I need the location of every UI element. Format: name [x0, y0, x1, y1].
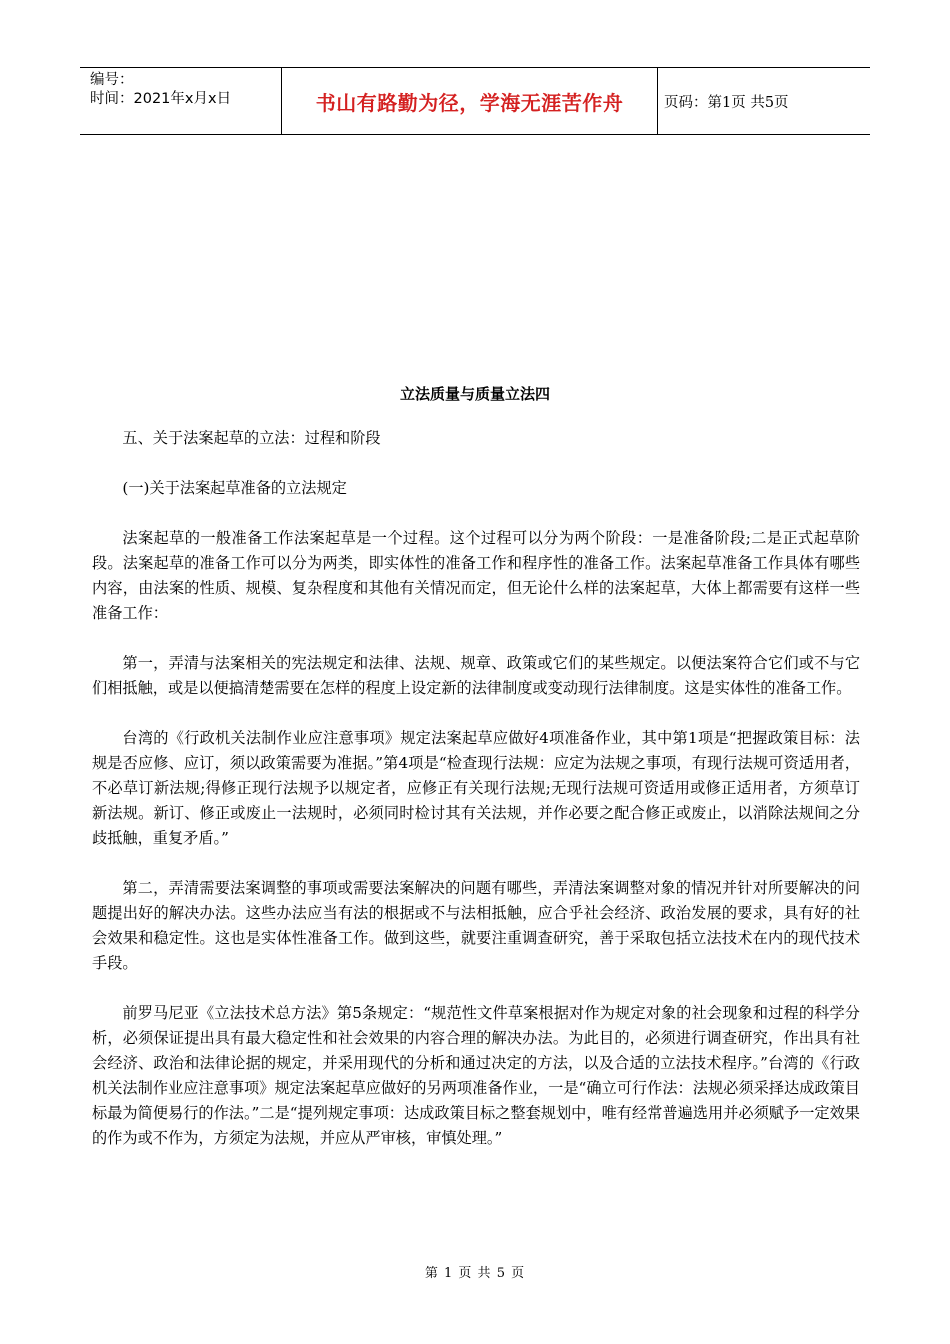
header-motto: 书山有路勤为径，学海无涯苦作舟: [315, 90, 624, 115]
body-paragraph: 第二，弄清需要法案调整的事项或需要法案解决的问题有哪些，弄清法案调整对象的情况并针对所要解决的问题提出好的解决办法。这些办法应当有法的根据或不与法相抵触，应合乎社会经济、政治发展的要求，具有好的社会效果和稳定性。这也是实体性准备工作。做到这些，就要注重调查研究，善于采取包括立法技术在内的现代技术手段。: [92, 879, 860, 972]
body-paragraph: 第一，弄清与法案相关的宪法规定和法律、法规、规章、政策或它们的某些规定。以便法案符合它们或不与它们相抵触，或是以便搞清楚需要在怎样的程度上设定新的法律制度或变动现行法律制度。这是实体性的准备工作。: [92, 654, 860, 697]
header-page-label: 页码：第1页 共5页: [664, 94, 789, 111]
header-motto-cell: [282, 68, 658, 134]
section-heading: 五、关于法案起草的立法：过程和阶段: [122, 429, 381, 447]
page-footer: 第 1 页 共 5 页: [424, 1266, 526, 1281]
body-paragraph: 前罗马尼亚《立法技术总方法》第5条规定：“规范性文件草案根据对作为规定对象的社会现象和过程的科学分析，必须保证提出具有最大稳定性和社会效果的内容合理的解决办法。为此目的，必须进行调查研究，作出具有社会经济、政治和法律论据的规定，并采用现代的分析和通过决定的方法，以及合适的立法技术程序。”台湾的《行政机关法制作业应注意事项》规定法案起草应做好的另两项准备作业，一是“确立可行作法：法规必须采择达成政策目标最为简便易行的作法。”二是“提列规定事项：达成政策目标之整套规划中，唯有经常普遍选用并必须赋予一定效果的作为或不作为，方须定为法规，并应从严审核，审慎处理。”: [92, 1004, 860, 1147]
body-paragraph: 法案起草的一般准备工作法案起草是一个过程。这个过程可以分为两个阶段：一是准备阶段;二是正式起草阶段。法案起草的准备工作可以分为两类，即实体性的准备工作和程序性的准备工作。法案起草准备工作具体有哪些内容，由法案的性质、规模、复杂程度和其他有关情况而定，但无论什么样的法案起草，大体上都需要有这样一些准备工作：: [92, 529, 860, 622]
document-date-label: 时间：2021年x月x日: [90, 91, 232, 107]
body-paragraph: 台湾的《行政机关法制作业应注意事项》规定法案起草应做好4项准备作业，其中第1项是“把握政策目标：法规是否应修、应订，须以政策需要为准据。”第4项是“检查现行法规：应定为法规之事项，有现行法规可资适用者，不必草订新法规;得修正现行法规予以规定者，应修正有关现行法规;无现行法规可资适用或修正适用者，方须草订新法规。新订、修正或废止一法规时，必须同时检讨其有关法规，并作必要之配合修正或废止，以消除法规间之分歧抵触，重复矛盾。”: [92, 729, 860, 847]
document-title: 立法质量与质量立法四: [399, 385, 550, 403]
header-page-cell: [658, 68, 870, 134]
header-table: [80, 67, 870, 135]
document-number-label: 编号：: [90, 72, 134, 88]
subsection-heading: (一)关于法案起草准备的立法规定: [122, 479, 347, 497]
header-meta-cell: [80, 68, 282, 134]
document-body: [92, 426, 860, 1176]
